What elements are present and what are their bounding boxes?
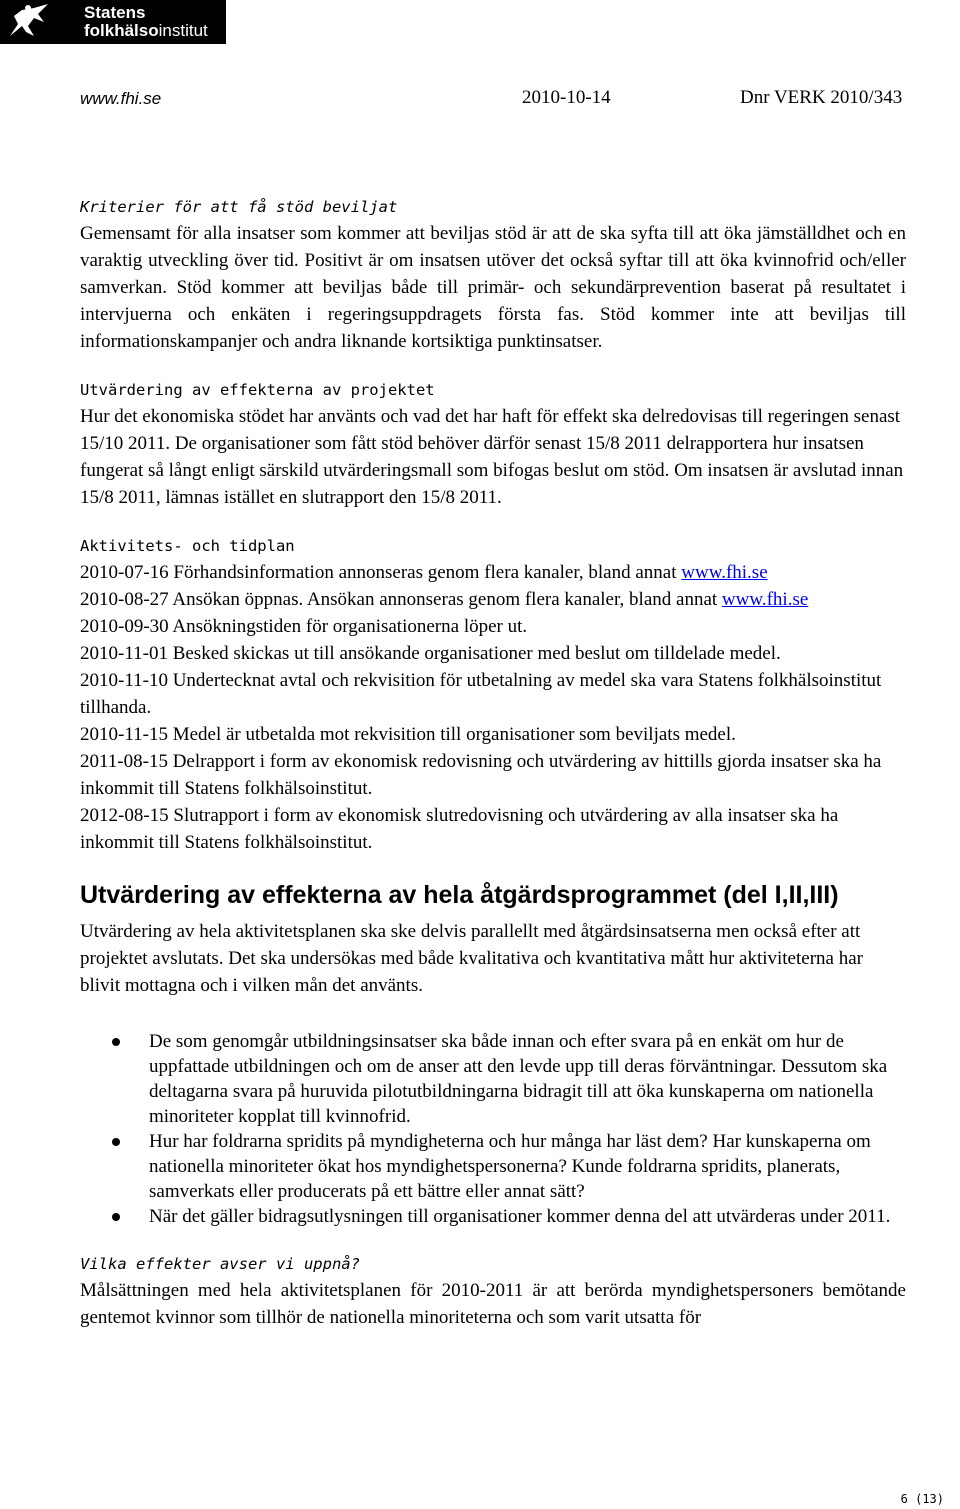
timeplan-item: 2010-11-10 Undertecknat avtal och rekvisition för utbetalning av medel ska vara Statens folkhälsoinstitut tillhanda.: [80, 670, 882, 718]
timeplan-item: 2010-08-27 Ansökan öppnas. Ansökan annonseras genom flera kanaler, bland annat www.fhi.se: [80, 589, 809, 610]
evaluation-bullet-list: [80, 1029, 906, 1229]
timeplan-item: 2011-08-15 Delrapport i form av ekonomisk redovisning och utvärdering av hittills gjorda insatser ska ha inkommit till Statens folkhälsoinstitut.: [80, 751, 882, 799]
section-title-criteria: Kriterier för att få stöd beviljat: [80, 198, 398, 216]
list-item: Hur har foldrarna spridits på myndigheterna och hur många har läst dem? Har kunskaperna om nationella minoriteter ökat hos myndighetspersonerna? Kunde foldrarna spridits, planerats, samverkats eller producerats på ett bättre eller annat sätt?: [80, 1129, 906, 1204]
fhi-link[interactable]: www.fhi.se: [681, 562, 768, 583]
timeplan-item: 2010-09-30 Ansökningstiden för organisationerna löper ut.: [80, 616, 528, 637]
timeplan-item: 2010-07-16 Förhandsinformation annonseras genom flera kanaler, bland annat www.fhi.se: [80, 562, 768, 583]
bullet-icon: [112, 1138, 120, 1146]
document-body: [80, 194, 906, 1331]
page-number: 6 (13): [900, 1492, 944, 1506]
header-dnr: Dnr VERK 2010/343: [740, 87, 903, 108]
bullet-icon: [112, 1213, 120, 1221]
timeplan-list: [80, 559, 906, 856]
programme-evaluation-paragraph: Utvärdering av hela aktivitetsplanen ska ske delvis parallellt med åtgärdsinsatserna men också efter att projektet avslutats. Det ska undersökas med både kvalitativa och kvantitativa mått hur aktiviteterna har blivit mottagna och i vilken mån det använts.: [80, 921, 863, 996]
logo-line1: Statens: [84, 3, 146, 22]
fhi-link[interactable]: www.fhi.se: [721, 589, 809, 610]
effects-paragraph: Målsättningen med hela aktivitetsplanen för 2010-2011 är att berörda myndighetspersoners bemötande gentemot kvinnor som tillhör de nationella minoriteterna och som varit utsatta för: [80, 1280, 906, 1328]
list-item: När det gäller bidragsutlysningen till organisationer kommer denna del att utvärderas under 2011.: [80, 1204, 906, 1229]
timeplan-item: 2012-08-15 Slutrapport i form av ekonomisk slutredovisning och utvärdering av alla insatser ska ha inkommit till Statens folkhälsoinstitut.: [80, 805, 839, 853]
logo-wordmark: [84, 4, 208, 40]
section-title-evaluation-project: Utvärdering av effekterna av projektet: [80, 381, 435, 399]
list-item: De som genomgår utbildningsinsatser ska både innan och efter svara på en enkät om hur de uppfattade utbildningen och om de anser att den levde upp till deras förväntningar. Dessutom ska deltagarna svara på huruvida pilotutbildningarna bidragit till att öka kunskaperna om nationella minoriteter kopplat till kvinnofrid.: [80, 1029, 906, 1129]
evaluation-paragraph: Hur det ekonomiska stödet har använts och vad det har haft för effekt ska delredovisas till regeringen senast 15/10 2011. De organisationer som fått stöd behöver därför senast 15/8 2011 delrapportera hur insatsen fungerat så långt enligt särskild utvärderingsmall som bifogas beslut om stöd. Om insatsen är avslutad innan 15/8 2011, lämnas istället en slutrapport den 15/8 2011.: [80, 406, 904, 508]
section-title-effects: Vilka effekter avser vi uppnå?: [80, 1255, 360, 1273]
timeplan-item: 2010-11-01 Besked skickas ut till ansökande organisationer med beslut om tilldelade medel.: [80, 643, 781, 664]
heading-programme-evaluation: Utvärdering av effekterna av hela åtgärdsprogrammet (del I,II,III): [80, 881, 839, 909]
fhi-logo: [0, 0, 226, 44]
bullet-icon: [112, 1038, 120, 1046]
logo-line2: folkhälsoinstitut: [84, 21, 208, 40]
timeplan-item: 2010-11-15 Medel är utbetalda mot rekvisition till organisationer som beviljats medel.: [80, 724, 736, 745]
header-date: 2010-10-14: [522, 87, 611, 108]
header-url: www.fhi.se: [80, 89, 162, 108]
criteria-paragraph: Gemensamt för alla insatser som kommer att beviljas stöd är att de ska syfta till att öka jämställdhet och en varaktig utveckling över tid. Positivt är om insatsen utöver det också syftar till att öka kvinnofrid och/eller samverkan. Stöd kommer att beviljas både till primär- och sekundärprevention baserat på resultatet i intervjuerna och enkäten i regeringsuppdragets första fas. Stöd kommer inte att beviljas till informationskampanjer och andra liknande kortsiktiga punktinsatser.: [80, 223, 906, 352]
section-title-timeplan: Aktivitets- och tidplan: [80, 537, 295, 555]
leaping-figure-icon: [4, 2, 60, 42]
